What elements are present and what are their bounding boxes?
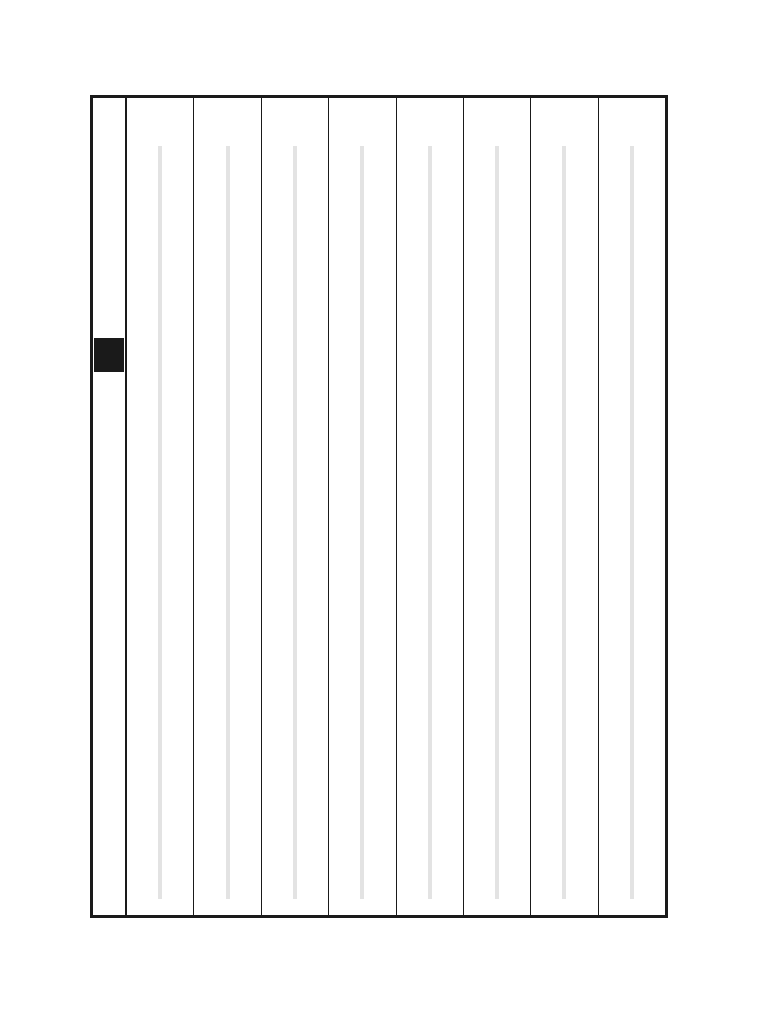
column-7 (193, 98, 260, 915)
column-3-text (464, 146, 530, 899)
column-8 (127, 98, 193, 915)
column-1 (598, 98, 665, 915)
text-columns (127, 98, 665, 915)
column-6 (261, 98, 328, 915)
column-2 (530, 98, 597, 915)
margin-strip (93, 98, 127, 915)
column-4 (396, 98, 463, 915)
column-5-text (329, 146, 395, 899)
margin-block-mark (94, 338, 124, 372)
column-3 (463, 98, 530, 915)
page-frame (90, 95, 668, 918)
column-1-text (599, 146, 665, 899)
column-8-text (127, 146, 193, 899)
column-4-text (397, 146, 463, 899)
column-5 (328, 98, 395, 915)
column-2-text (531, 146, 597, 899)
column-6-text (262, 146, 328, 899)
column-7-text (194, 146, 260, 899)
